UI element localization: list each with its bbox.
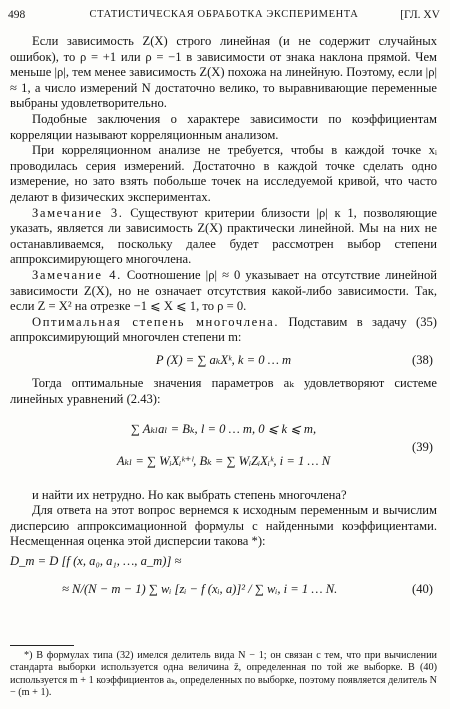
paragraph-correlation-analysis: Подобные заключения о характере зависимости по коэффициентам корреляции называют корреляционным анализом. [10, 111, 437, 142]
running-header [8, 9, 440, 25]
equation-39 [10, 418, 437, 478]
equation-40 [10, 554, 437, 606]
remark-3-text: Существуют критерии близости |ρ| к 1, позволяющие указать, является ли зависимость Z(X) практически линейной. Мы на них не останавливаемся, поскольку далее будет рассмотрен выбор степени аппроксимирующего многочлена. [10, 205, 438, 267]
remark-4-label: Замечание 4. [32, 267, 122, 282]
paragraph-measurements: При корреляционном анализе не требуется, чтобы в каждой точке xᵢ проводилась серия измерений. Достаточно в каждой точке сделать одно измерение, но зато взять побольше точек на исследуемой кривой, что часто делают в физических экспериментах. [10, 143, 437, 204]
equation-39-line-2: Aₖₗ = ∑ WᵢXᵢᵏ⁺ˡ, Bₖ = ∑ WᵢZᵢXᵢᵏ, i = 1 … N [116, 453, 331, 468]
footnote-divider [10, 645, 74, 646]
paragraph-dispersion: Для ответа на этот вопрос вернемся к исходным переменным и вычислим дисперсию аппроксимационной формулы с найденными коэффициентами. Несмещенная оценка этой дисперсии такова *): [10, 503, 437, 549]
page-number: 498 [8, 9, 26, 21]
running-title: СТАТИСТИЧЕСКАЯ ОБРАБОТКА ЭКСПЕРИМЕНТА [89, 9, 359, 20]
equation-39-number: (39) [412, 439, 433, 454]
optimal-degree-text: Подставим в задачу (35) аппроксимирующий многочлен степени m: [10, 314, 437, 345]
remark-4 [10, 268, 437, 315]
paragraph-linear-dependence: Если зависимость Z(X) строго линейная (и не содержит случайных ошибок), то ρ = +1 или ρ = −1 в зависимости от знака наклона прямой. Чем меньше |ρ|, тем менее зависимость Z(X) похожа на линейную. Поэтому, если |ρ| ≈ 1, а число измерений N достаточно велико, то выравнивающие переменные выбраны удовлетворительно. [10, 34, 437, 111]
equation-38 [10, 353, 437, 369]
optimal-degree-paragraph [10, 315, 437, 346]
paragraph-degree-question: и найти их нетрудно. Но как выбрать степень многочлена? [32, 487, 347, 502]
page-body [10, 34, 437, 606]
paragraph-optimal-parameters: Тогда оптимальные значения параметров aₖ удовлетворяют системе линейных уравнений (2.43): [10, 376, 437, 407]
remark-4-text: Соотношение |ρ| ≈ 0 указывает на отсутствие линейной зависимости Z(X), но не означает отсутствия какой-либо зависимости. Так, если Z = X² на отрезке −1 ⩽ X ⩽ 1, то ρ = 0. [10, 267, 437, 314]
chapter-label: [ГЛ. XV [400, 9, 440, 21]
footnote [10, 650, 437, 699]
equation-39-line-1: ∑ Aₖₗaₗ = Bₖ, l = 0 … m, 0 ⩽ k ⩽ m, [130, 421, 317, 436]
equation-40-number: (40) [412, 582, 433, 597]
remark-3-label: Замечание 3. [32, 205, 124, 220]
equation-40-line-2: ≈ N/(N − m − 1) ∑ wᵢ [zᵢ − f (xᵢ, a)]² / ∑ wᵢ, i = 1 … N. [62, 582, 338, 597]
equation-40-line-1: D_m = D [f (x, a₀, a₁, …, a_m)] ≈ [10, 554, 182, 569]
remark-3 [10, 206, 437, 268]
footnote-text: *) В формулах типа (32) имелся делитель вида N − 1; он связан с тем, что при вычислении стандарта выборки используется одна величина z̄, определенная по той же выборке. В (40) используется m + 1 коэффициентов aₖ, определенных по выборке, поэтому появляется делитель N − (m + 1). [10, 650, 437, 698]
equation-38-formula: P (X) = ∑ aₖXᵏ, k = 0 … m [155, 352, 292, 367]
section-heading-optimal-degree: Оптимальная степень многочлена. [32, 314, 280, 329]
equation-38-number: (38) [412, 352, 433, 367]
